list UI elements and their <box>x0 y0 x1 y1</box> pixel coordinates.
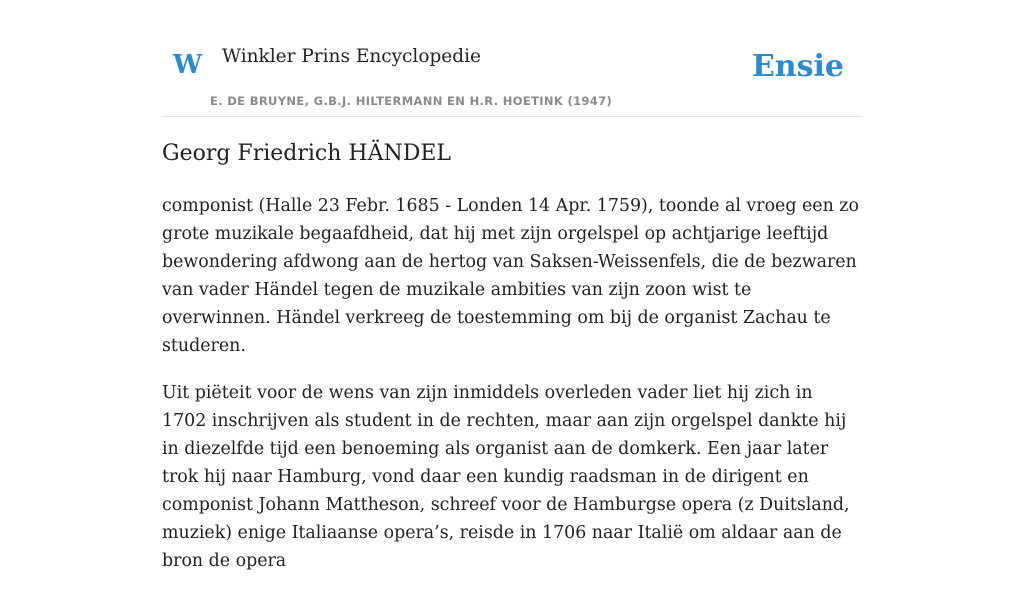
publication-title[interactable]: Winkler Prins Encyclopedie <box>222 46 481 67</box>
site-header <box>162 0 862 117</box>
article-paragraph: componist (Halle 23 Febr. 1685 - Londen 14 Apr. 1759), toonde al vroeg een zo grote muzikale begaafdheid, dat hij met zijn orgelspel op achtjarige leeftijd bewondering afdwong aan de hertog van Saksen-Weissenfels, die de bezwaren van vader Händel tegen de muzikale ambities van zijn zoon wist te overwinnen. Händel verkreeg de toestemming om bij de organist Zachau te studeren. <box>162 196 859 356</box>
publication-authors: E. DE BRUYNE, G.B.J. HILTERMANN EN H.R. HOETINK (1947) <box>210 94 613 108</box>
publication-logo: W <box>173 50 203 80</box>
ensie-logo-link[interactable]: Ensie <box>751 49 844 84</box>
article-body <box>162 192 862 594</box>
article-paragraph: Uit piëteit voor de wens van zijn inmiddels overleden vader liet hij zich in 1702 inschrijven als student in de rechten, maar aan zijn orgelspel dankte hij in diezelfde tijd een benoeming als organist aan de domkerk. Een jaar later trok hij naar Hamburg, vond daar een kundig raadsman in de dirigent en componist Johann Mattheson, schreef voor de Hamburgse opera (z Duitsland, muziek) enige Italiaanse opera’s, reisde in 1706 naar Italië om aldaar aan de bron de opera <box>162 383 850 571</box>
article-title: Georg Friedrich HÄNDEL <box>162 141 452 166</box>
